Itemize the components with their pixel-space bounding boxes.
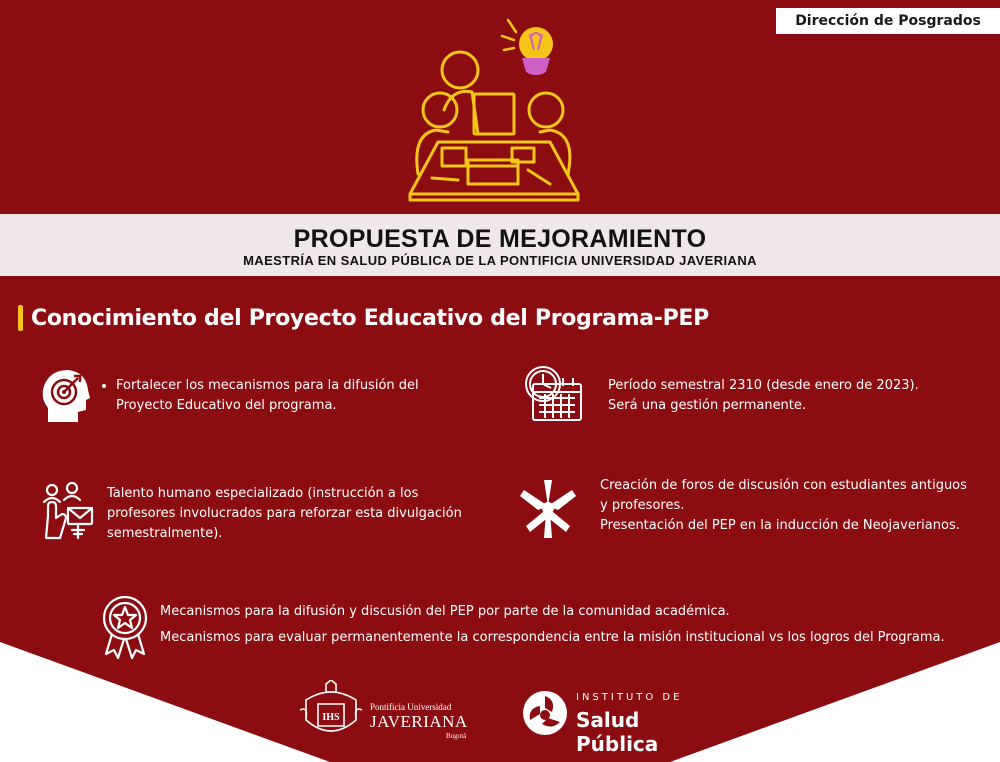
section-heading (18, 303, 709, 333)
item-foros-line-3: Presentación del PEP en la inducción de Neojaverianos. (600, 518, 960, 533)
page-subtitle: MAESTRÍA EN SALUD PÚBLICA DE LA PONTIFICIA UNIVERSIDAD JAVERIANA (243, 253, 757, 268)
javeriana-crest-icon (298, 680, 364, 744)
item-talento (107, 484, 487, 544)
team-meeting-illustration-icon (400, 14, 590, 210)
instituto-line-2: Salud Pública (576, 708, 659, 756)
item-periodo-line-1: Período semestral 2310 (desde enero de 2023). (608, 378, 919, 393)
item-foros (600, 476, 990, 536)
clock-calendar-icon (523, 364, 585, 424)
instituto-logo (522, 690, 722, 756)
page-title: PROPUESTA DE MEJORAMIENTO (293, 225, 707, 253)
instituto-line-1: INSTITUTO DE (576, 692, 683, 703)
item-talento-line-2: profesores involucrados para reforzar esta divulgación (107, 506, 462, 521)
javeriana-line-2: JAVERIANA (370, 712, 468, 731)
item-talento-line-3: semestralmente). (107, 526, 223, 541)
head-target-icon (38, 368, 92, 424)
item-foros-line-1: Creación de foros de discusión con estudiantes antiguos (600, 478, 967, 493)
item-mecanismos (160, 602, 960, 648)
item-foros-line-2: y profesores. (600, 498, 685, 513)
item-difusion (100, 376, 490, 416)
header-badge: Dirección de Posgrados (776, 8, 1000, 34)
title-banner (0, 214, 1000, 276)
corner-decoration-left (0, 642, 330, 762)
instituto-triskelion-icon (522, 690, 568, 736)
item-talento-line-1: Talento humano especializado (instrucción a los (107, 486, 419, 501)
hands-together-icon (516, 476, 580, 540)
award-badge-icon (100, 594, 150, 660)
javeriana-line-1: Pontificia Universidad (370, 702, 452, 712)
item-periodo-line-2: Será una gestión permanente. (608, 398, 807, 413)
svg-text:IHS: IHS (322, 712, 340, 723)
item-mecanismos-line-1: Mecanismos para la difusión y discusión del PEP por parte de la comunidad académica. (160, 604, 730, 619)
item-difusion-text: • Fortalecer los mecanismos para la difusión del Proyecto Educativo del programa. (116, 376, 490, 416)
item-periodo (608, 376, 968, 416)
javeriana-logo (298, 680, 478, 744)
people-network-icon (38, 480, 100, 542)
item-mecanismos-line-2: Mecanismos para evaluar permanentemente la correspondencia entre la misión institucional vs los logros del Programa. (160, 630, 945, 645)
javeriana-line-3: Bogotá (446, 732, 467, 740)
section-accent-bar (18, 305, 23, 331)
section-title: Conocimiento del Proyecto Educativo del Programa-PEP (31, 305, 709, 331)
